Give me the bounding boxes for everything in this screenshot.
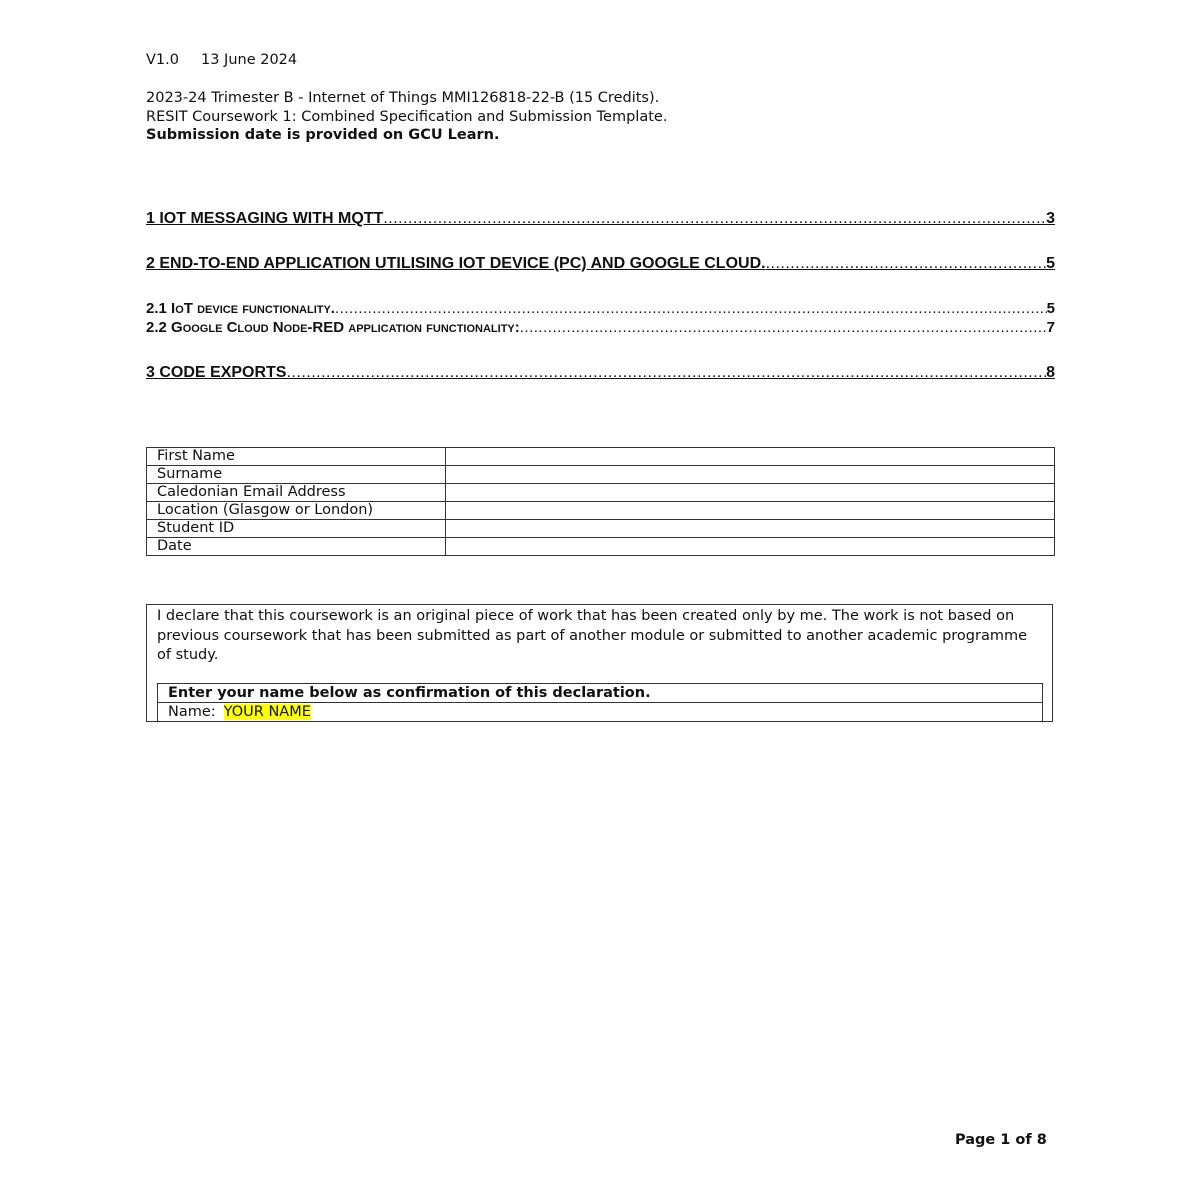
field-label-location: Location (Glasgow or London)	[147, 502, 446, 520]
field-value-student-id[interactable]	[446, 520, 1055, 538]
toc-dot-leader	[335, 300, 1047, 317]
toc-entry-code-exports[interactable]	[146, 364, 1055, 382]
toc-entry-title: IoT device functionality.	[171, 300, 335, 317]
student-details-table	[146, 447, 1055, 556]
toc-dot-leader	[286, 364, 1046, 382]
field-value-date[interactable]	[446, 538, 1055, 556]
toc-entry-label: 3 CODE EXPORTS	[146, 364, 287, 381]
table-row	[147, 484, 1055, 502]
table-row	[147, 502, 1055, 520]
toc-entry-mqtt[interactable]	[146, 210, 1055, 228]
table-row	[147, 520, 1055, 538]
page-number: Page 1 of 8	[955, 1132, 1047, 1148]
field-label-first-name: First Name	[147, 448, 446, 466]
coursework-line: RESIT Coursework 1: Combined Specification and Submission Template.	[146, 109, 668, 125]
toc-entry-number: 2.2	[146, 319, 172, 336]
version-number: V1.0	[146, 52, 179, 68]
toc-page-number: 5	[1046, 255, 1055, 272]
toc-entry-number: 2.1	[146, 300, 172, 317]
toc-dot-leader	[383, 210, 1046, 228]
version-line	[146, 52, 297, 68]
submission-line: Submission date is provided on GCU Learn.	[146, 127, 500, 143]
confirmation-title: Enter your name below as confirmation of this declaration.	[158, 684, 1043, 703]
toc-page-number: 8	[1046, 364, 1055, 381]
declaration-box	[146, 604, 1053, 722]
field-value-email[interactable]	[446, 484, 1055, 502]
name-label: Name:	[168, 704, 216, 720]
toc-entry-node-red[interactable]	[146, 319, 1055, 336]
toc-entry-label: 2 END-TO-END APPLICATION UTILISING IOT DEVICE (PC) AND GOOGLE CLOUD.	[146, 255, 766, 272]
toc-entry-label: 1 IOT MESSAGING WITH MQTT	[146, 210, 384, 227]
toc-entry-title: Google Cloud Node-RED application functionality:	[171, 319, 520, 336]
field-value-surname[interactable]	[446, 466, 1055, 484]
table-row	[147, 538, 1055, 556]
toc-entry-label	[146, 319, 520, 336]
toc-entry-iot-device[interactable]	[146, 300, 1055, 317]
toc-entry-label	[146, 300, 335, 317]
module-line: 2023-24 Trimester B - Internet of Things MMI126818-22-B (15 Credits).	[146, 90, 660, 106]
field-value-location[interactable]	[446, 502, 1055, 520]
name-value-highlight[interactable]: YOUR NAME	[223, 704, 311, 720]
table-row	[147, 466, 1055, 484]
toc-dot-leader	[520, 319, 1047, 336]
toc-page-number: 7	[1046, 319, 1055, 336]
confirmation-table	[157, 683, 1043, 722]
field-label-surname: Surname	[147, 466, 446, 484]
field-value-first-name[interactable]	[446, 448, 1055, 466]
table-row	[147, 448, 1055, 466]
version-date: 13 June 2024	[200, 52, 298, 68]
toc-entry-end-to-end[interactable]	[146, 255, 1055, 273]
field-label-date: Date	[147, 538, 446, 556]
table-row	[158, 703, 1043, 722]
confirmation-name-cell[interactable]	[158, 703, 1043, 722]
declaration-text: I declare that this coursework is an original piece of work that has been created only by me. The work is not based on previous coursework that has been submitted as part of another module or submitted to another academic programme of study.	[157, 608, 1028, 663]
toc-page-number: 5	[1046, 300, 1055, 317]
toc-dot-leader	[766, 255, 1047, 273]
table-row	[158, 684, 1043, 703]
field-label-email: Caledonian Email Address	[147, 484, 446, 502]
field-label-student-id: Student ID	[147, 520, 446, 538]
toc-page-number: 3	[1046, 210, 1055, 227]
